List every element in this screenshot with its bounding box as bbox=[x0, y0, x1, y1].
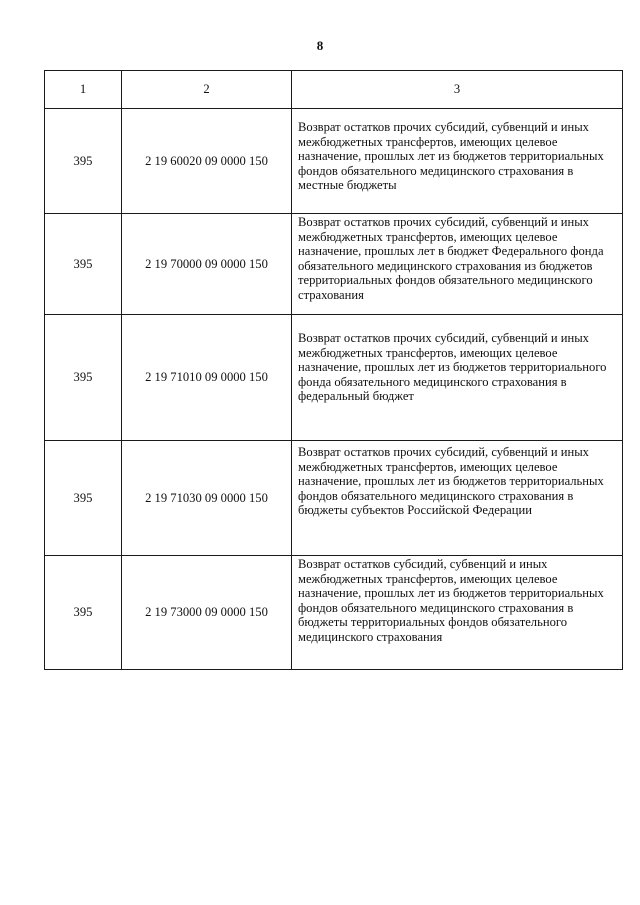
admin-code-cell: 395 bbox=[45, 556, 122, 670]
kbk-code-cell: 2 19 71010 09 0000 150 bbox=[122, 315, 292, 441]
table-row bbox=[45, 556, 623, 670]
table-header-row bbox=[45, 71, 623, 109]
kbk-code-cell: 2 19 70000 09 0000 150 bbox=[122, 214, 292, 315]
page-number: 8 bbox=[316, 38, 324, 53]
table-row bbox=[45, 109, 623, 214]
admin-code-cell: 395 bbox=[45, 315, 122, 441]
description-cell: Возврат остатков прочих субсидий, субвенций и иных межбюджетных трансфертов, имеющих целевое назначение, прошлых лет из бюджетов территориального фонда обязательного медицинского страхования в федеральный бюджет bbox=[292, 315, 623, 441]
kbk-code-cell: 2 19 71030 09 0000 150 bbox=[122, 441, 292, 556]
column-header-1: 1 bbox=[45, 71, 122, 109]
table-row bbox=[45, 315, 623, 441]
description-cell: Возврат остатков прочих субсидий, субвенций и иных межбюджетных трансфертов, имеющих целевое назначение, прошлых лет из бюджетов территориальных фондов обязательного медицинского страхования в бюджеты субъектов Российской Федерации bbox=[292, 441, 623, 556]
description-cell: Возврат остатков субсидий, субвенций и иных межбюджетных трансфертов, имеющих целевое назначение, прошлых лет из бюджетов территориальных фондов обязательного медицинского страхования в бюджеты территориальных фондов обязательного медицинского страхования bbox=[292, 556, 623, 670]
description-cell: Возврат остатков прочих субсидий, субвенций и иных межбюджетных трансфертов, имеющих целевое назначение, прошлых лет в бюджет Федерального фонда обязательного медицинского страхования из бюджетов территориальных фондов обязательного медицинского страхования bbox=[292, 214, 623, 315]
description-cell: Возврат остатков прочих субсидий, субвенций и иных межбюджетных трансфертов, имеющих целевое назначение, прошлых лет из бюджетов территориальных фондов обязательного медицинского страхования в местные бюджеты bbox=[292, 109, 623, 214]
kbk-code-cell: 2 19 73000 09 0000 150 bbox=[122, 556, 292, 670]
admin-code-cell: 395 bbox=[45, 214, 122, 315]
kbk-code-cell: 2 19 60020 09 0000 150 bbox=[122, 109, 292, 214]
table-row bbox=[45, 214, 623, 315]
admin-code-cell: 395 bbox=[45, 109, 122, 214]
column-header-2: 2 bbox=[122, 71, 292, 109]
budget-codes-table bbox=[44, 70, 623, 670]
column-header-3: 3 bbox=[292, 71, 623, 109]
admin-code-cell: 395 bbox=[45, 441, 122, 556]
table-row bbox=[45, 441, 623, 556]
